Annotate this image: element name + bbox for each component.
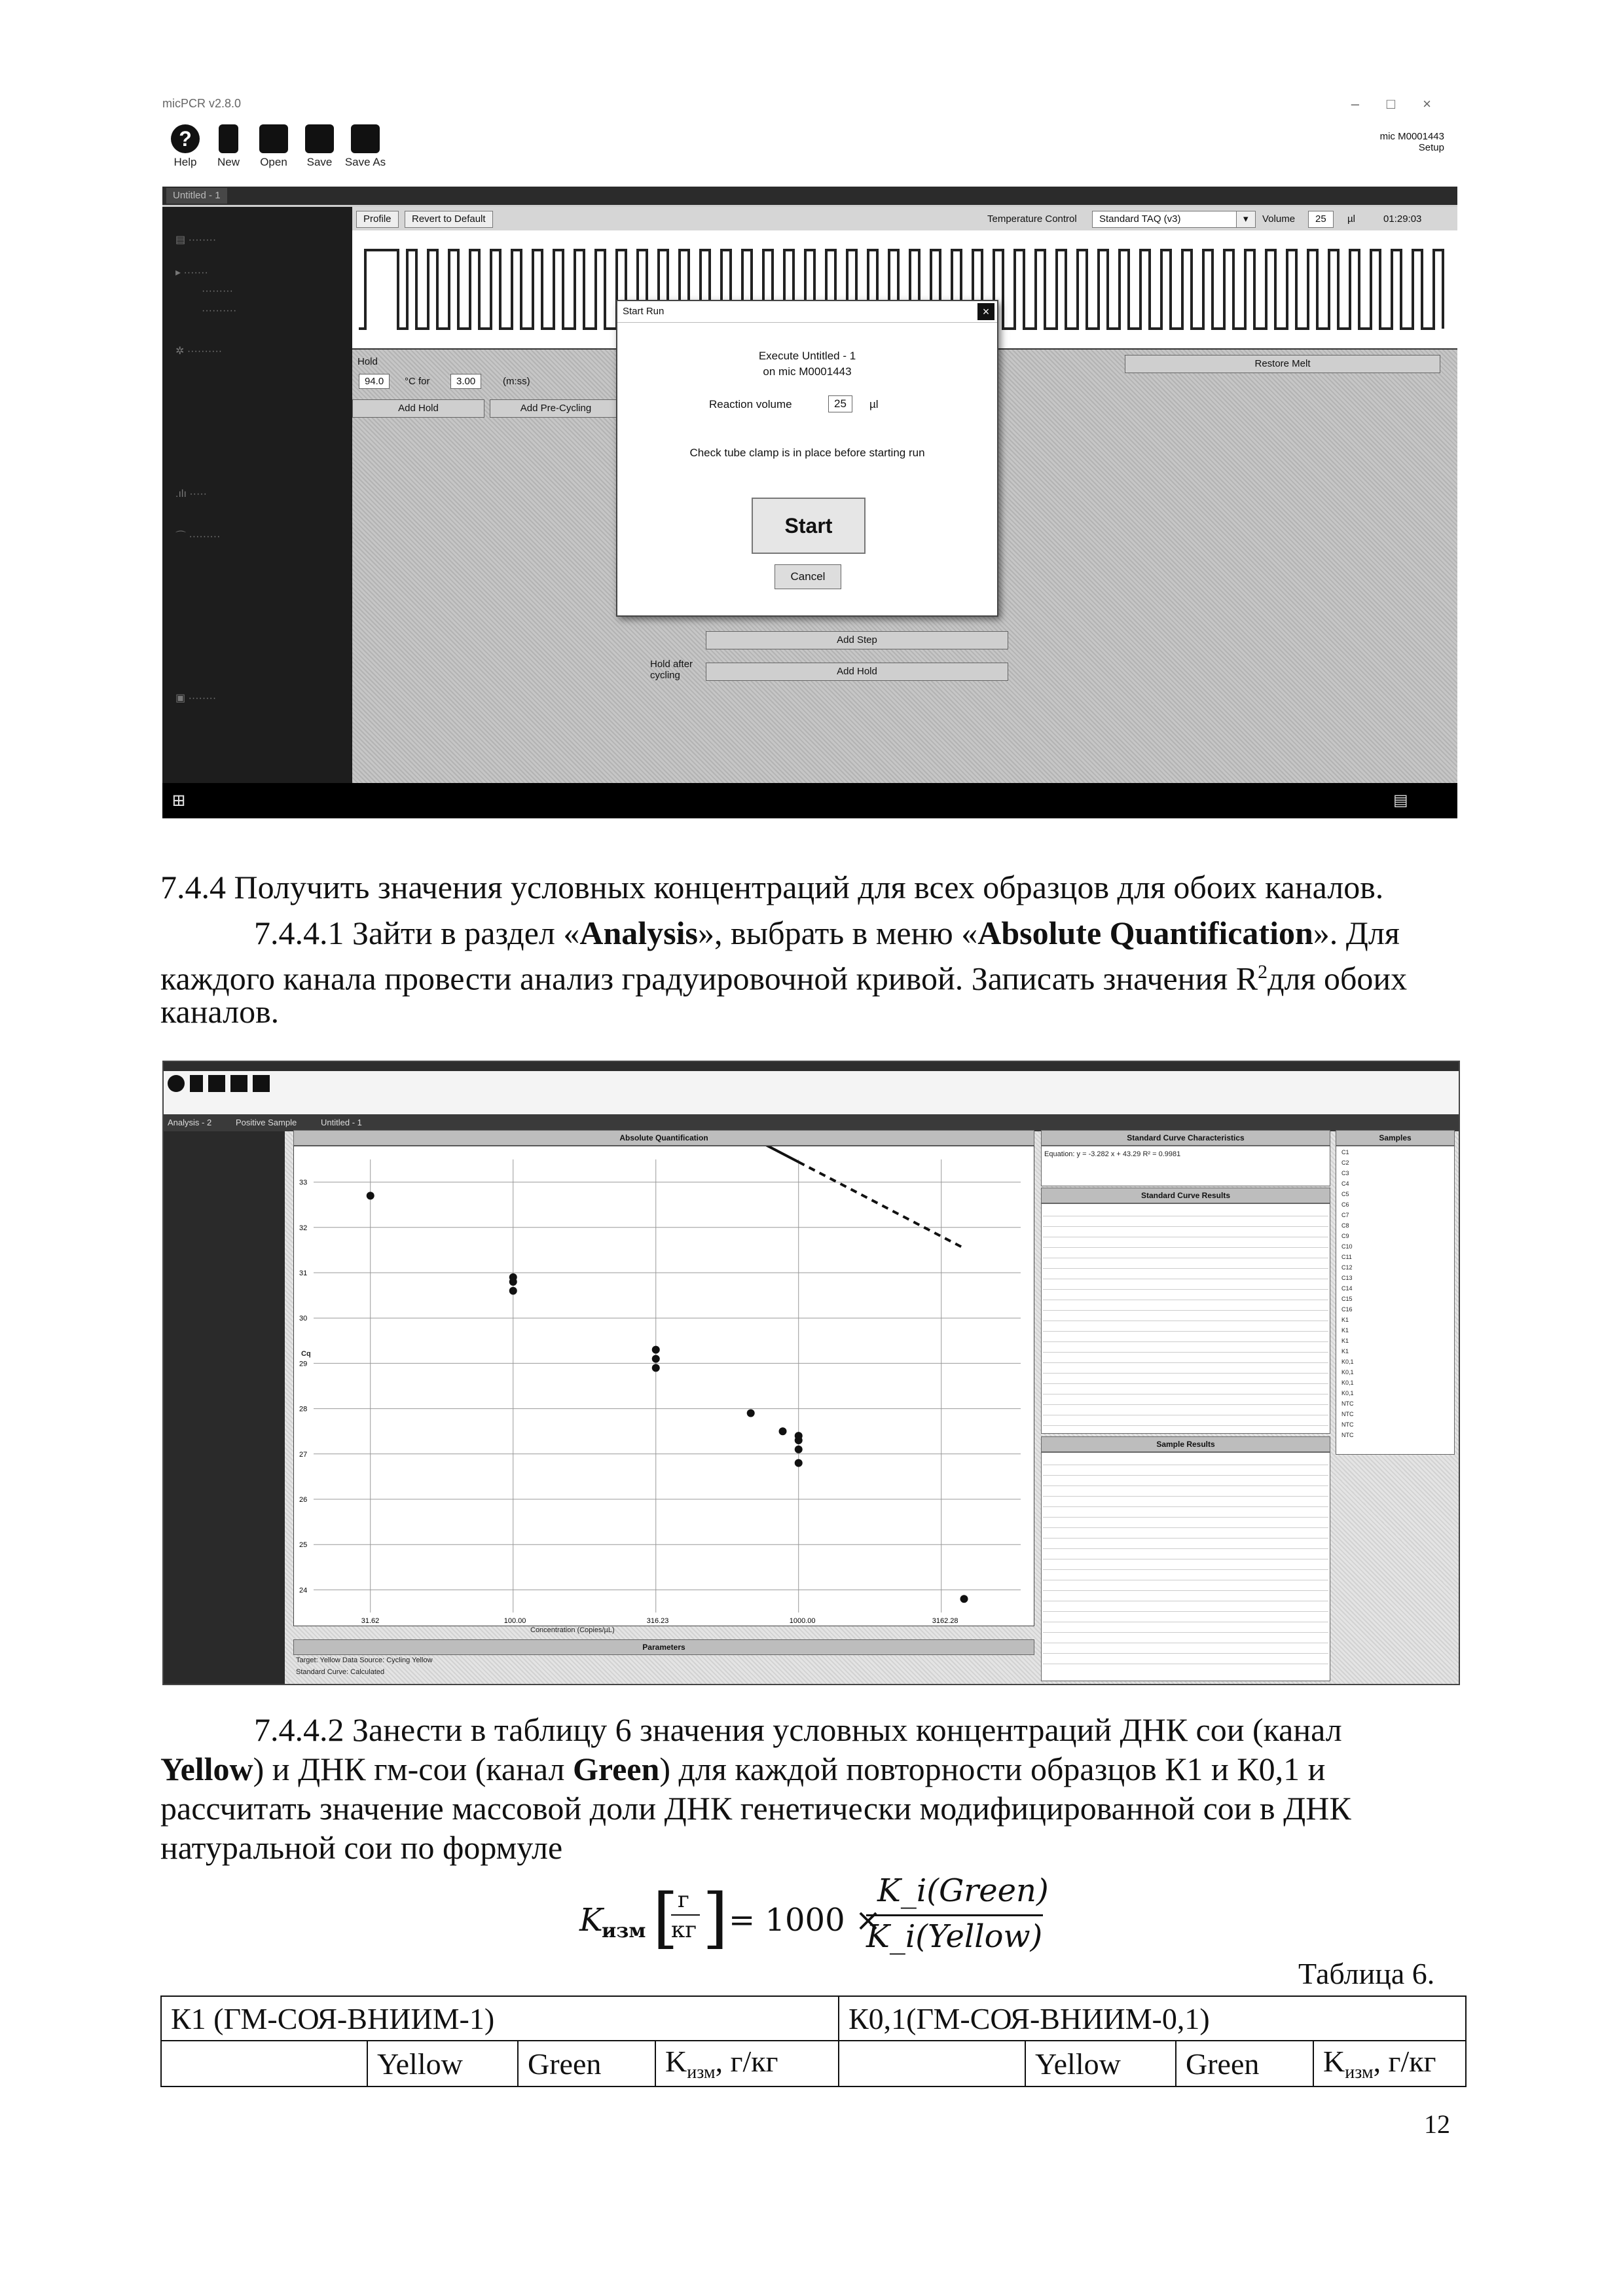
list-item[interactable]: C2 bbox=[1341, 1159, 1349, 1166]
open-button[interactable]: Open bbox=[251, 124, 297, 169]
formula-k: K bbox=[579, 1902, 603, 1939]
sidebar-item[interactable]: .ılı ····· bbox=[175, 488, 207, 500]
k01-green-header: Green bbox=[1176, 2041, 1313, 2086]
standard-point bbox=[509, 1278, 517, 1286]
section-7-4-4-1-line3: каналов. bbox=[160, 993, 280, 1030]
sidebar-item[interactable]: ▣ ········ bbox=[175, 693, 217, 704]
windows-taskbar bbox=[162, 783, 1457, 818]
x-tick-label: 31.62 bbox=[361, 1617, 380, 1625]
temperature-control-label: Temperature Control bbox=[987, 213, 1077, 225]
notification-icon[interactable]: ▤ bbox=[1393, 792, 1408, 809]
table-cell bbox=[161, 2041, 367, 2086]
dialog-close-icon[interactable]: × bbox=[977, 303, 994, 320]
list-item[interactable]: K1 bbox=[1341, 1348, 1349, 1355]
list-item[interactable]: K0,1 bbox=[1341, 1369, 1354, 1376]
sidebar-item[interactable]: ········· bbox=[202, 285, 233, 297]
sample-results-title: Sample Results bbox=[1041, 1436, 1330, 1452]
open-folder-icon[interactable] bbox=[208, 1075, 225, 1092]
formula-unit-numerator: г bbox=[678, 1887, 689, 1913]
app-toolbar bbox=[164, 1071, 1459, 1117]
chevron-down-icon[interactable]: ▾ bbox=[1236, 211, 1256, 228]
y-tick-label: 26 bbox=[299, 1496, 308, 1504]
table-row[interactable] bbox=[1043, 1624, 1328, 1633]
standard-point bbox=[795, 1436, 803, 1444]
fit-line bbox=[371, 1146, 799, 1162]
table-row[interactable] bbox=[1043, 1407, 1328, 1415]
table-row[interactable] bbox=[1043, 1561, 1328, 1570]
dialog-execute-line: Execute Untitled - 1 bbox=[758, 350, 856, 362]
table-row[interactable] bbox=[1043, 1302, 1328, 1311]
restore-melt-button[interactable]: Restore Melt bbox=[1125, 355, 1440, 373]
formula-bracket-left: [ bbox=[653, 1880, 679, 1956]
navigation-sidebar bbox=[162, 207, 352, 783]
volume-unit: µl bbox=[1347, 213, 1355, 225]
table-row[interactable] bbox=[1043, 1603, 1328, 1612]
y-tick-label: 31 bbox=[299, 1269, 308, 1277]
table-row[interactable] bbox=[1043, 1229, 1328, 1237]
table-row[interactable] bbox=[1043, 1334, 1328, 1342]
sidebar-item[interactable]: ·········· bbox=[202, 305, 237, 316]
std-curve-results-title: Standard Curve Results bbox=[1041, 1188, 1330, 1203]
table-row[interactable] bbox=[1043, 1355, 1328, 1363]
parameters-line1: Target: Yellow Data Source: Cycling Yellow bbox=[296, 1656, 433, 1664]
hold-temperature-unit: °C for bbox=[405, 376, 430, 387]
list-item[interactable]: C5 bbox=[1341, 1191, 1349, 1197]
table-row[interactable] bbox=[1043, 1313, 1328, 1321]
formula-unit-denominator: кг bbox=[671, 1917, 697, 1943]
list-item[interactable]: C6 bbox=[1341, 1201, 1349, 1208]
table-row[interactable] bbox=[1043, 1593, 1328, 1601]
device-status[interactable] bbox=[1380, 131, 1444, 153]
list-item[interactable]: NTC bbox=[1341, 1411, 1354, 1417]
hold-time-unit: (m:ss) bbox=[503, 376, 530, 387]
start-run-dialog bbox=[616, 300, 998, 617]
help-icon: ? bbox=[171, 124, 200, 153]
section-7-4-4-1-line1: 7.4.4.1 Зайти в раздел «Analysis», выбрать в меню «Absolute Quantification». Для bbox=[254, 915, 1400, 951]
table-row bbox=[161, 2041, 1466, 2086]
y-axis-label: Cq bbox=[301, 1350, 311, 1358]
k01-yellow-header: Yellow bbox=[1025, 2041, 1176, 2086]
list-item[interactable]: NTC bbox=[1341, 1400, 1354, 1407]
list-item[interactable]: C14 bbox=[1341, 1285, 1353, 1292]
table-row[interactable] bbox=[1043, 1376, 1328, 1384]
table-row[interactable] bbox=[1043, 1281, 1328, 1290]
formula-multiplier: = 1000 × bbox=[729, 1902, 882, 1939]
table-row[interactable] bbox=[1043, 1572, 1328, 1580]
table-row[interactable] bbox=[1043, 1250, 1328, 1258]
table-cell bbox=[839, 2041, 1025, 2086]
curve-equation: Equation: y = -3.282 x + 43.29 R² = 0.9981 bbox=[1044, 1150, 1181, 1158]
x-tick-label: 316.23 bbox=[646, 1617, 669, 1625]
parameters-line2: Standard Curve: Calculated bbox=[296, 1668, 385, 1676]
device-setup: Setup bbox=[1418, 142, 1444, 153]
table-row[interactable] bbox=[1043, 1365, 1328, 1374]
table-row[interactable] bbox=[1043, 1530, 1328, 1539]
volume-label: Volume bbox=[1262, 213, 1296, 225]
table-row[interactable] bbox=[1043, 1218, 1328, 1227]
k01-kizm-header: $K_{изм}$, г/кг bbox=[1313, 2041, 1466, 2086]
revert-to-default-button[interactable]: Revert to Default bbox=[405, 211, 493, 228]
dialog-title: Start Run bbox=[623, 306, 665, 317]
table-caption: Таблица 6. bbox=[1298, 1957, 1435, 1990]
y-tick-label: 30 bbox=[299, 1315, 308, 1323]
standard-point bbox=[652, 1364, 660, 1372]
standard-point bbox=[652, 1346, 660, 1354]
list-item[interactable]: K1 bbox=[1341, 1327, 1349, 1334]
list-item[interactable]: K0,1 bbox=[1341, 1358, 1354, 1365]
sidebar-item[interactable]: ▤ ········ bbox=[175, 234, 217, 246]
reaction-volume-unit: µl bbox=[869, 398, 879, 410]
reaction-volume-label: Reaction volume bbox=[709, 398, 792, 410]
section-7-4-4-1-line2: каждого канала провести анализ градуировочной кривой. Записать значения $R^2для$ обоих bbox=[160, 960, 1408, 997]
table-row[interactable] bbox=[1043, 1656, 1328, 1664]
k01-header: К0,1(ГМ-СОЯ-ВНИИМ-0,1) bbox=[839, 1996, 1466, 2041]
sample-point bbox=[747, 1410, 755, 1417]
section-7-4-4-2-line2: Yellow) и ДНК гм-сои (канал Green) для каждой повторности образцов К1 и К0,1 и bbox=[160, 1751, 1326, 1787]
y-tick-label: 32 bbox=[299, 1224, 308, 1232]
table-row bbox=[161, 1996, 1466, 2041]
formula-unit-bar bbox=[671, 1914, 700, 1916]
formula-bracket-right: ] bbox=[702, 1880, 729, 1956]
help-icon[interactable] bbox=[168, 1075, 185, 1092]
document-tabs bbox=[162, 187, 1457, 207]
volume-input[interactable]: 25 bbox=[1308, 211, 1334, 228]
std-curve-characteristics bbox=[1041, 1146, 1330, 1186]
save-as-icon[interactable] bbox=[253, 1075, 270, 1092]
table-row[interactable] bbox=[1043, 1208, 1328, 1216]
reaction-volume-input[interactable]: 25 bbox=[828, 395, 852, 412]
window-titlebar bbox=[162, 92, 1457, 118]
list-item[interactable]: C12 bbox=[1341, 1264, 1353, 1271]
table-row[interactable] bbox=[1043, 1417, 1328, 1426]
y-tick-label: 27 bbox=[299, 1450, 308, 1459]
formula-denominator: K_i(Yellow) bbox=[866, 1918, 1043, 1955]
standard-point bbox=[367, 1192, 374, 1199]
table-row[interactable] bbox=[1043, 1645, 1328, 1654]
temperature-control-select[interactable]: Standard TAQ (v3) bbox=[1092, 211, 1237, 228]
save-button[interactable]: Save bbox=[297, 124, 342, 169]
k1-kizm-header: $K_{изм}$, г/кг bbox=[655, 2041, 839, 2086]
table-row[interactable] bbox=[1043, 1457, 1328, 1465]
table-row[interactable] bbox=[1043, 1635, 1328, 1643]
k1-green-header: Green bbox=[518, 2041, 655, 2086]
list-item[interactable]: C4 bbox=[1341, 1180, 1349, 1187]
list-item[interactable]: NTC bbox=[1341, 1421, 1354, 1428]
page-number: 12 bbox=[1424, 2109, 1450, 2139]
sample-point bbox=[779, 1427, 787, 1435]
table-row[interactable] bbox=[1043, 1551, 1328, 1559]
save-as-button[interactable]: Save As bbox=[342, 124, 388, 169]
formula bbox=[579, 1872, 1051, 1971]
app-titlebar bbox=[164, 1062, 1459, 1071]
table-row[interactable] bbox=[1043, 1386, 1328, 1394]
y-tick-label: 33 bbox=[299, 1178, 308, 1187]
y-tick-label: 29 bbox=[299, 1360, 308, 1368]
hold-label: Hold bbox=[357, 356, 378, 367]
analysis-sidebar bbox=[164, 1131, 285, 1684]
start-button[interactable]: Start bbox=[752, 498, 866, 554]
x-axis-label: Concentration (Copies/µL) bbox=[530, 1626, 615, 1634]
list-item[interactable]: C15 bbox=[1341, 1296, 1353, 1302]
list-item[interactable]: C13 bbox=[1341, 1275, 1353, 1281]
list-item[interactable]: K1 bbox=[1341, 1338, 1349, 1344]
tab-untitled[interactable]: Untitled - 1 bbox=[166, 188, 227, 204]
tab-untitled[interactable]: Untitled - 1 bbox=[321, 1118, 362, 1127]
list-item[interactable]: C9 bbox=[1341, 1233, 1349, 1239]
standard-point bbox=[509, 1287, 517, 1295]
analysis-term: Analysis bbox=[579, 915, 698, 951]
std-curve-characteristics-title: Standard Curve Characteristics bbox=[1041, 1130, 1330, 1146]
list-item[interactable]: C1 bbox=[1341, 1149, 1349, 1156]
screenshot-start-run bbox=[162, 92, 1457, 845]
table-row[interactable] bbox=[1043, 1520, 1328, 1528]
add-hold-after-button[interactable]: Add Hold bbox=[706, 663, 1008, 681]
dialog-titlebar bbox=[617, 301, 997, 323]
profile-button[interactable]: Profile bbox=[356, 211, 399, 228]
close-icon[interactable]: × bbox=[1423, 96, 1431, 112]
sidebar-item[interactable]: ▸ ······· bbox=[175, 267, 208, 278]
sidebar-item[interactable]: ✲ ·········· bbox=[175, 346, 223, 357]
hold-temperature-input[interactable]: 94.0 bbox=[359, 374, 390, 389]
section-7-4-4-2-line3: рассчитать значение массовой доли ДНК генетически модифицированной сои в ДНК bbox=[160, 1790, 1351, 1827]
formula-fraction-bar bbox=[866, 1914, 1043, 1916]
save-icon bbox=[305, 124, 334, 153]
new-file-icon[interactable] bbox=[190, 1075, 203, 1092]
y-tick-label: 24 bbox=[299, 1586, 308, 1595]
table-row[interactable] bbox=[1043, 1271, 1328, 1279]
table-row[interactable] bbox=[1043, 1499, 1328, 1507]
table-row[interactable] bbox=[1043, 1260, 1328, 1269]
section-7-4-4: 7.4.4 Получить значения условных концентраций для всех образцов для обоих каналов. bbox=[160, 869, 1384, 905]
save-as-icon bbox=[351, 124, 380, 153]
absolute-quantification-term: Absolute Quantification bbox=[977, 915, 1313, 951]
table-row[interactable] bbox=[1043, 1344, 1328, 1353]
save-icon[interactable] bbox=[230, 1075, 247, 1092]
list-item[interactable]: K0,1 bbox=[1341, 1390, 1354, 1396]
list-item[interactable]: C7 bbox=[1341, 1212, 1349, 1218]
new-button[interactable]: New bbox=[206, 124, 251, 169]
list-item[interactable]: C3 bbox=[1341, 1170, 1349, 1176]
x-tick-label: 3162.28 bbox=[932, 1617, 958, 1625]
formula-k-subscript: изм bbox=[602, 1920, 646, 1942]
sample-point bbox=[960, 1595, 968, 1603]
standard-curve-plot bbox=[293, 1146, 1034, 1626]
add-step-button[interactable]: Add Step bbox=[706, 631, 1008, 649]
new-file-icon bbox=[219, 124, 238, 153]
section-7-4-4-2-line1: 7.4.4.2 Занести в таблицу 6 значения условных концентраций ДНК сои (канал bbox=[254, 1711, 1342, 1748]
list-item[interactable]: K1 bbox=[1341, 1317, 1349, 1323]
window-title: micPCR v2.8.0 bbox=[162, 97, 242, 110]
list-item[interactable]: C11 bbox=[1341, 1254, 1352, 1260]
standard-point bbox=[795, 1446, 803, 1453]
list-item[interactable]: K0,1 bbox=[1341, 1379, 1354, 1386]
table-6 bbox=[160, 1995, 1467, 2087]
add-hold-button[interactable]: Add Hold bbox=[352, 399, 484, 418]
tab-positive-sample[interactable]: Positive Sample bbox=[236, 1118, 297, 1127]
samples-panel-title: Samples bbox=[1336, 1130, 1455, 1146]
cancel-button[interactable]: Cancel bbox=[775, 564, 841, 589]
table-row[interactable] bbox=[1043, 1488, 1328, 1497]
table-row[interactable] bbox=[1043, 1614, 1328, 1622]
open-folder-icon bbox=[259, 124, 288, 153]
table-row[interactable] bbox=[1043, 1478, 1328, 1486]
formula-numerator: K_i(Green) bbox=[877, 1872, 1049, 1909]
help-button[interactable]: ? Help bbox=[162, 124, 208, 169]
parameters-panel-title: Parameters bbox=[293, 1639, 1034, 1655]
std-curve-results-table bbox=[1041, 1203, 1330, 1434]
yellow-channel-term: Yellow bbox=[160, 1751, 253, 1787]
table-row[interactable] bbox=[1043, 1509, 1328, 1518]
windows-start-icon[interactable]: ⊞ bbox=[172, 791, 186, 810]
green-channel-term: Green bbox=[572, 1751, 660, 1787]
y-tick-label: 25 bbox=[299, 1541, 308, 1550]
table-row[interactable] bbox=[1043, 1396, 1328, 1405]
add-pre-cycling-button[interactable]: Add Pre-Cycling bbox=[490, 399, 622, 418]
list-item[interactable]: C8 bbox=[1341, 1222, 1349, 1229]
dialog-check-note: Check tube clamp is in place before starting run bbox=[689, 446, 925, 459]
k1-header: К1 (ГМ-СОЯ-ВНИИМ-1) bbox=[161, 1996, 839, 2041]
tab-analysis[interactable]: Analysis - 2 bbox=[168, 1118, 212, 1127]
dialog-device-line: on mic M0001443 bbox=[763, 365, 852, 378]
list-item[interactable]: C16 bbox=[1341, 1306, 1353, 1313]
table-row[interactable] bbox=[1043, 1323, 1328, 1332]
device-name: mic M0001443 bbox=[1379, 131, 1444, 142]
main-toolbar bbox=[162, 118, 1457, 196]
table-row[interactable] bbox=[1043, 1239, 1328, 1248]
samples-list bbox=[1336, 1146, 1455, 1455]
table-row[interactable] bbox=[1043, 1292, 1328, 1300]
minimize-icon[interactable]: – bbox=[1351, 96, 1359, 112]
table-row[interactable] bbox=[1043, 1467, 1328, 1476]
list-item[interactable]: C10 bbox=[1341, 1243, 1353, 1250]
k1-yellow-header: Yellow bbox=[367, 2041, 518, 2086]
maximize-icon[interactable]: □ bbox=[1386, 96, 1395, 112]
fit-line-extrapolated bbox=[799, 1162, 964, 1248]
sample-results-table bbox=[1041, 1452, 1330, 1681]
hold-time-input[interactable]: 3.00 bbox=[450, 374, 481, 389]
run-time: 01:29:03 bbox=[1383, 213, 1422, 225]
table-row[interactable] bbox=[1043, 1582, 1328, 1591]
table-row[interactable] bbox=[1043, 1540, 1328, 1549]
profile-bar bbox=[352, 207, 1457, 231]
sidebar-item[interactable]: ⌒ ········· bbox=[175, 531, 221, 542]
x-tick-label: 100.00 bbox=[503, 1617, 526, 1625]
standard-point bbox=[795, 1459, 803, 1467]
screenshot-absolute-quantification bbox=[162, 1061, 1460, 1685]
analysis-tabs bbox=[164, 1114, 1459, 1131]
list-item[interactable]: NTC bbox=[1341, 1432, 1354, 1438]
x-tick-label: 1000.00 bbox=[789, 1617, 816, 1625]
plot-panel-title: Absolute Quantification bbox=[293, 1130, 1034, 1146]
hold-after-cycling-label: Hold after cycling bbox=[650, 659, 693, 681]
standard-point bbox=[652, 1355, 660, 1362]
y-tick-label: 28 bbox=[299, 1405, 308, 1413]
section-7-4-4-2-line4: натуральной сои по формуле bbox=[160, 1829, 563, 1866]
